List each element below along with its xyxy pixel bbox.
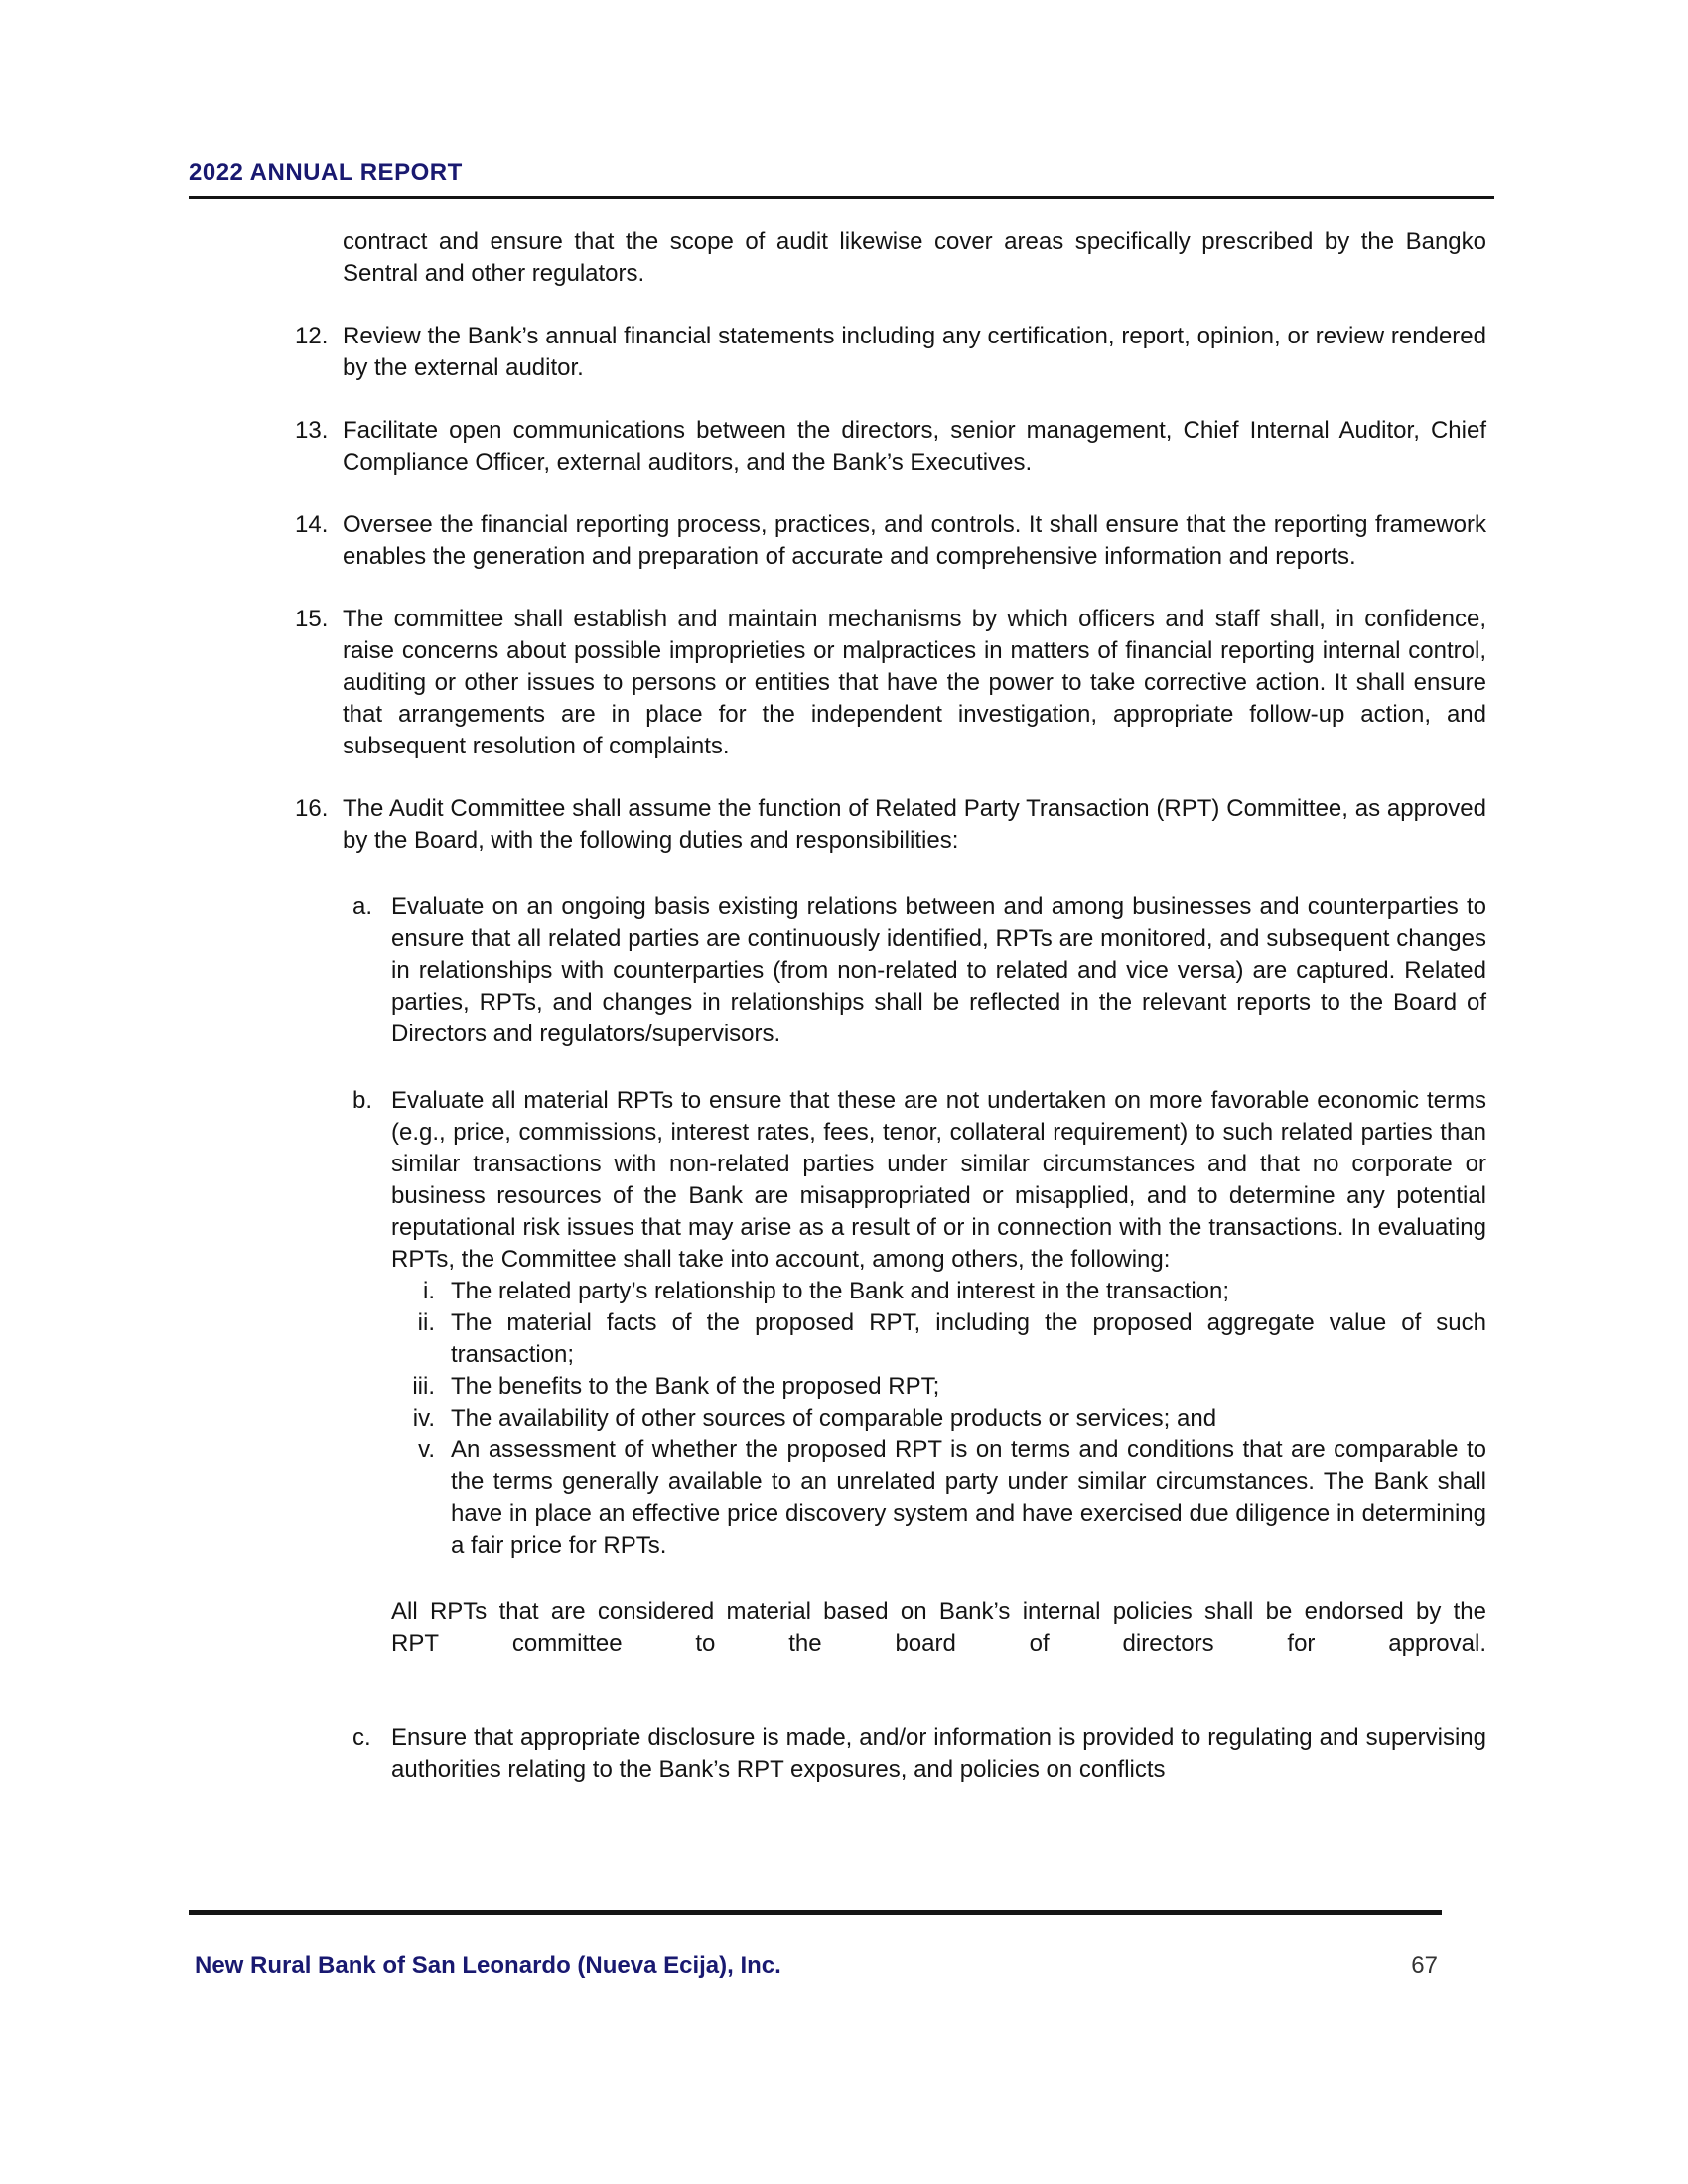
- letter-item-b: [189, 1085, 1486, 1660]
- roman-text: The benefits to the Bank of the proposed RPT;: [451, 1373, 940, 1400]
- item-number: 15.: [295, 606, 329, 632]
- item-text: Evaluate on an ongoing basis existing relations between and among businesses and counterparties to ensure that all related parties are continuously identified, RPTs are monitored, and subsequent changes in relationships with counterparties (from non-related to related and vice versa) are captured. Related parties, RPTs, and changes in relationships shall be reflected in the relevant reports to the Board of Directors and regulators/supervisors.: [391, 893, 1486, 1047]
- numbered-item-15: [189, 604, 1486, 762]
- item-letter: b.: [352, 1087, 373, 1114]
- numbered-item-12: [189, 321, 1486, 384]
- roman-numeral: iii.: [412, 1373, 435, 1400]
- letter-item-a: [189, 891, 1486, 1050]
- roman-list: [391, 1276, 1486, 1562]
- rpt-endorsement-paragraph: All RPTs that are considered material based on Bank’s internal policies shall be endorsed by the RPT committee to the board of directors for approval.: [391, 1598, 1486, 1657]
- page-body: [189, 226, 1486, 1786]
- item-number: 12.: [295, 323, 329, 349]
- numbered-item-14: [189, 509, 1486, 573]
- item-text: Facilitate open communications between the directors, senior management, Chief Internal Auditor, Chief Compliance Officer, external auditors, and the Bank’s Executives.: [343, 417, 1486, 476]
- item-letter: a.: [352, 893, 373, 920]
- roman-numeral: iv.: [412, 1405, 435, 1432]
- roman-item-i: [391, 1276, 1486, 1307]
- roman-text: The related party’s relationship to the Bank and interest in the transaction;: [451, 1278, 1230, 1304]
- numbered-item-13: [189, 415, 1486, 478]
- roman-text: The availability of other sources of comparable products or services; and: [451, 1405, 1217, 1432]
- footer-bank-name: New Rural Bank of San Leonardo (Nueva Ecija), Inc.: [195, 1952, 781, 1979]
- letter-item-c: [189, 1722, 1486, 1786]
- item-letter: c.: [352, 1724, 371, 1751]
- numbered-item-16: [189, 793, 1486, 857]
- roman-text: The material facts of the proposed RPT, including the proposed aggregate value of such transaction;: [451, 1309, 1486, 1368]
- roman-item-v: [391, 1434, 1486, 1562]
- header-title: 2022 ANNUAL REPORT: [189, 159, 463, 186]
- roman-text: An assessment of whether the proposed RPT is on terms and conditions that are comparable to the terms generally available to an unrelated party under similar circumstances. The Bank shall have in place an effective price discovery system and have exercised due diligence in determining a fair price for RPTs.: [451, 1436, 1486, 1559]
- roman-numeral: i.: [423, 1278, 435, 1304]
- header-rule: [189, 196, 1494, 199]
- item-text: [391, 1085, 1486, 1660]
- footer-page-number: 67: [1411, 1952, 1438, 1979]
- letter-b-text: Evaluate all material RPTs to ensure that these are not undertaken on more favorable economic terms (e.g., price, commissions, interest rates, fees, tenor, collateral requirement) to such related parties than similar transactions with non-related parties under similar circumstances and that no corporate or business resources of the Bank are misappropriated or misapplied, and to determine any potential reputational risk issues that may arise as a result of or in connection with the transactions. In evaluating RPTs, the Committee shall take into account, among others, the following:: [391, 1087, 1486, 1273]
- roman-numeral: ii.: [417, 1309, 435, 1336]
- page-footer: [195, 1950, 1438, 1981]
- intro-paragraph: contract and ensure that the scope of audit likewise cover areas specifically prescribed by the Bangko Sentral and other regulators.: [343, 228, 1486, 287]
- item-text: Review the Bank’s annual financial statements including any certification, report, opinion, or review rendered by the external auditor.: [343, 323, 1486, 381]
- roman-numeral: v.: [418, 1436, 435, 1463]
- roman-item-iii: [391, 1371, 1486, 1403]
- page-header: [189, 157, 1494, 199]
- item-text: Ensure that appropriate disclosure is made, and/or information is provided to regulating and supervising authorities relating to the Bank’s RPT exposures, and policies on conflicts: [391, 1724, 1486, 1783]
- item-text: The Audit Committee shall assume the function of Related Party Transaction (RPT) Committee, as approved by the Board, with the following duties and responsibilities:: [343, 795, 1486, 854]
- item-number: 13.: [295, 417, 329, 444]
- roman-item-iv: [391, 1403, 1486, 1434]
- roman-item-ii: [391, 1307, 1486, 1371]
- item-number: 14.: [295, 511, 329, 538]
- item-text: Oversee the financial reporting process, practices, and controls. It shall ensure that the reporting framework enables the generation and preparation of accurate and comprehensive information and reports.: [343, 511, 1486, 570]
- item-number: 16.: [295, 795, 329, 822]
- footer-rule: [189, 1910, 1442, 1915]
- item-text: The committee shall establish and maintain mechanisms by which officers and staff shall, in confidence, raise concerns about possible improprieties or malpractices in matters of financial reporting internal control, auditing or other issues to persons or entities that have the power to take corrective action. It shall ensure that arrangements are in place for the independent investigation, appropriate follow-up action, and subsequent resolution of complaints.: [343, 606, 1486, 759]
